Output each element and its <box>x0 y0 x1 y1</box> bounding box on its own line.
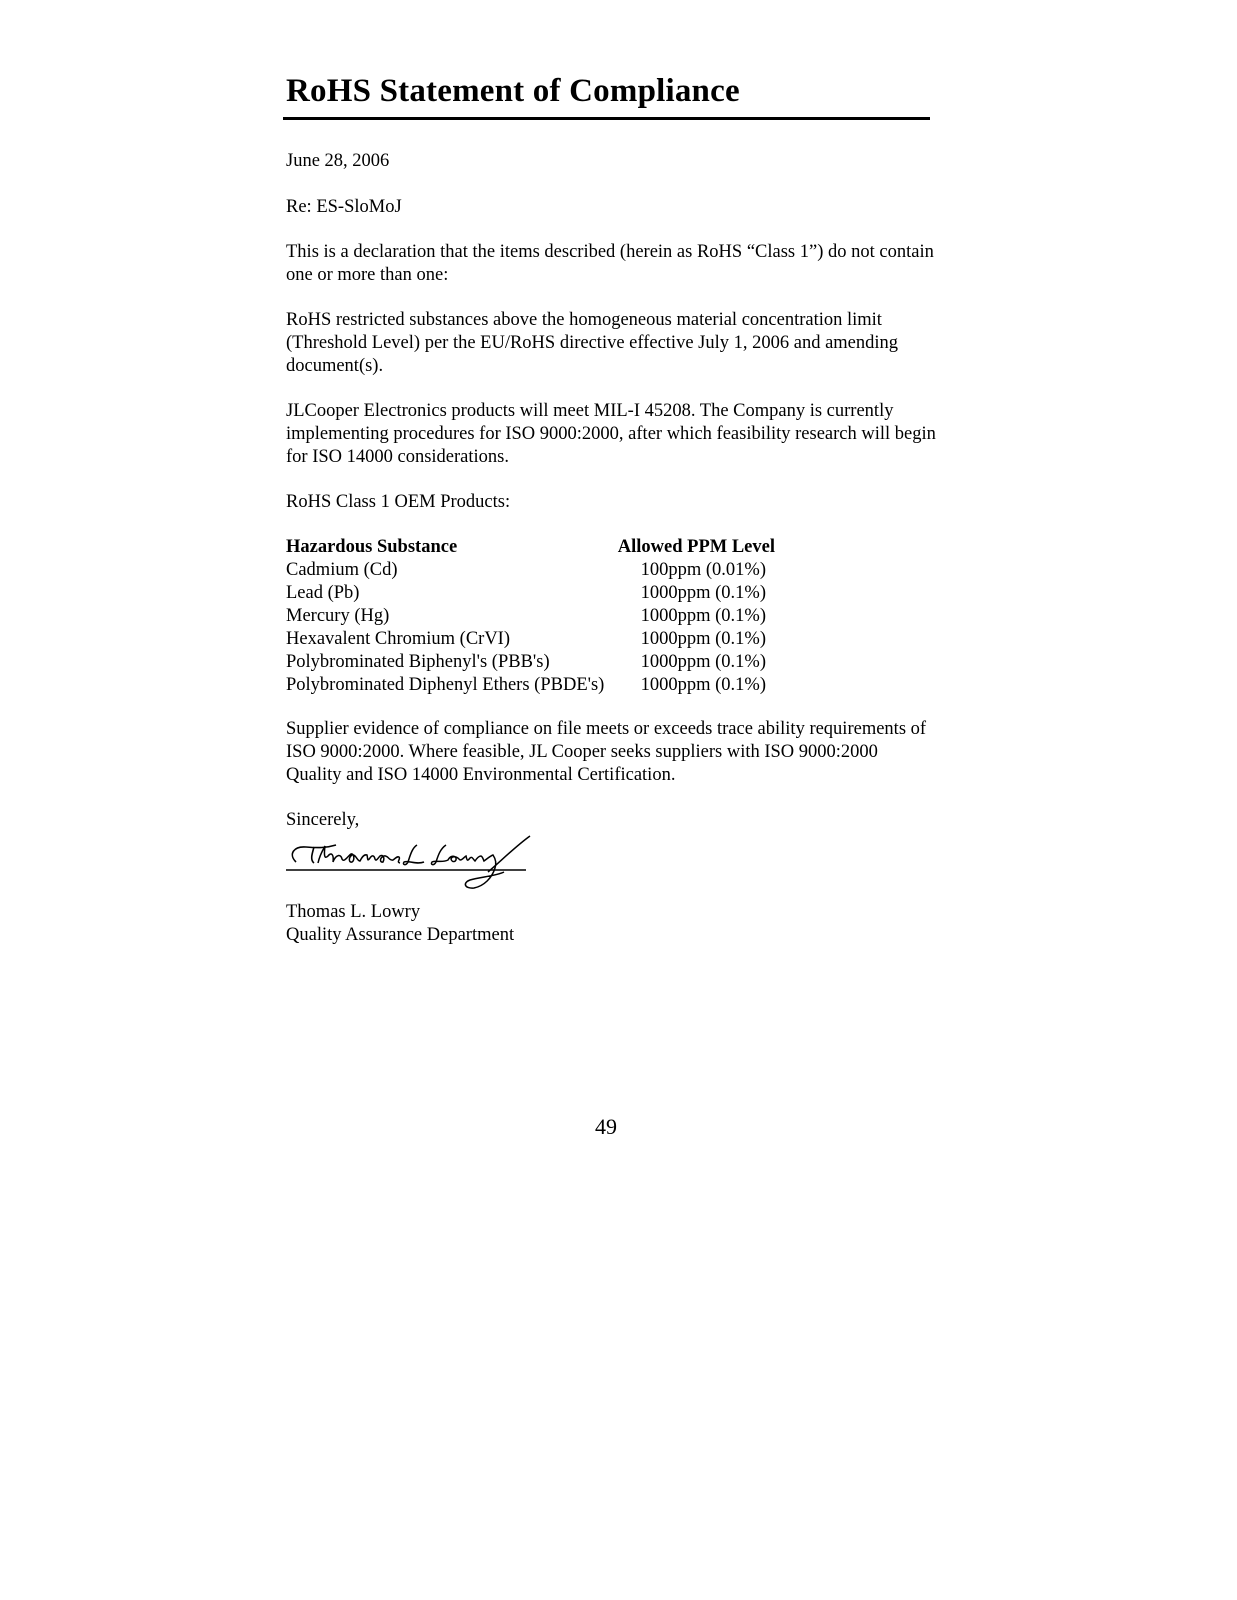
substance-name: Polybrominated Diphenyl Ethers (PBDE's) <box>286 675 605 695</box>
header-allowed-ppm-level: Allowed PPM Level <box>617 537 775 557</box>
re-line: Re: ES-SloMoJ <box>286 197 402 217</box>
page-number: 49 <box>595 1114 617 1139</box>
substance-name: Mercury (Hg) <box>286 606 390 626</box>
supplier-paragraph: Supplier evidence of compliance on file meets or exceeds trace ability requirements of ISO 9000:2000. Where feasible, JL Cooper seeks suppliers with ISO 9000:2000 Quality and ISO 14000 Environmental Certification. <box>286 719 927 785</box>
substance-level: 1000ppm (0.1%) <box>640 606 766 626</box>
letter-date: June 28, 2006 <box>286 151 390 171</box>
page-title: RoHS Statement of Compliance <box>286 73 740 109</box>
substance-level: 100ppm (0.01%) <box>640 560 766 580</box>
title-underline-rule <box>283 117 930 120</box>
substance-level: 1000ppm (0.1%) <box>640 629 766 649</box>
signature-image <box>284 832 534 896</box>
substance-name: Cadmium (Cd) <box>286 560 398 580</box>
signer-department: Quality Assurance Department <box>286 925 515 945</box>
signer-name: Thomas L. Lowry <box>286 902 421 922</box>
substance-level: 1000ppm (0.1%) <box>640 583 766 603</box>
substance-name: Lead (Pb) <box>286 583 360 603</box>
declaration-paragraph: This is a declaration that the items described (herein as RoHS “Class 1”) do not contain one or more than one: <box>286 242 934 285</box>
oem-products-heading: RoHS Class 1 OEM Products: <box>286 492 511 512</box>
header-hazardous-substance: Hazardous Substance <box>286 537 458 557</box>
company-paragraph: JLCooper Electronics products will meet MIL-I 45208. The Company is currently implementing procedures for ISO 9000:2000, after which feasibility research will begin for ISO 14000 considerations. <box>286 401 936 467</box>
substance-level: 1000ppm (0.1%) <box>640 652 766 672</box>
closing-salutation: Sincerely, <box>286 810 360 830</box>
substance-name: Polybrominated Biphenyl's (PBB's) <box>286 652 550 672</box>
substance-name: Hexavalent Chromium (CrVI) <box>286 629 510 649</box>
restricted-substances-paragraph: RoHS restricted substances above the homogeneous material concentration limit (Threshold Level) per the EU/RoHS directive effective July 1, 2006 and amending document(s). <box>286 310 899 376</box>
substance-level: 1000ppm (0.1%) <box>640 675 766 695</box>
